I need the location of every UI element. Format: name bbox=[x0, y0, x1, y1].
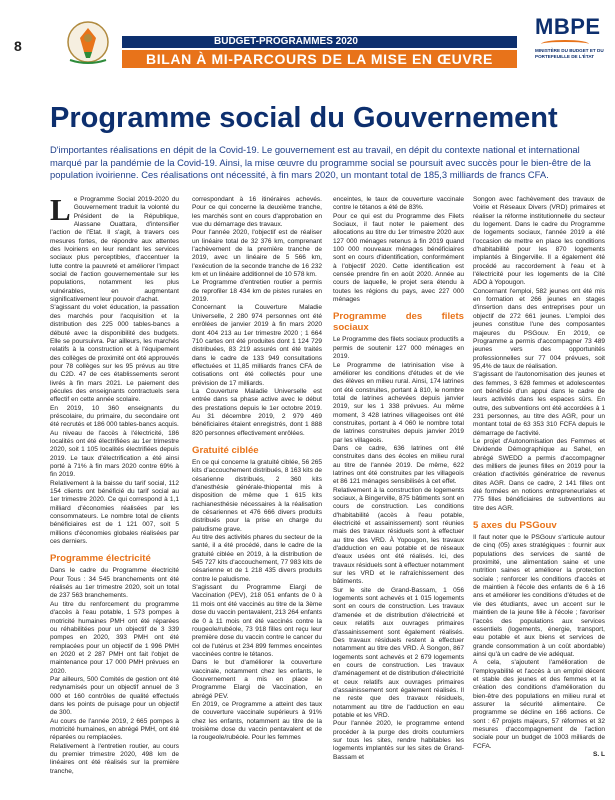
page-header bbox=[0, 10, 615, 70]
paragraph: Au titre des activités phares du secteur de la santé, il a été procédé, dans le cadre de la gratuité ciblée en 2019, à la distribution de 545 727 kits d'accouchement, 77 983 kits de césarienne et de 1 218 435 divers produits contre le paludisme. bbox=[192, 534, 322, 583]
paragraph: Au titre du renforcement du programme d'accès à l'eau potable, 1 573 pompes à motricité humaines PMH ont été réparées ou réhabilitées pour un objectif de 3 339 pompes en 2020, 393 PMH ont été remplacées pour un objectif de 1 996 PMH en 2020 et 2 287 PMH ont fait l'objet de maintenance pour 17 000 PMH prévues en 2020. bbox=[50, 600, 179, 675]
paragraph: S'agissant du volet éducation, la passation des marchés pour l'acquisition et la distribution des 225 000 tables-bancs a débuté avec la disponibilité des budgets. Elle se poursuivra. Par ailleurs, les marchés relatifs à la construction et à l'équipement des collèges de proximité ont été approuvés pour 78 collèges sur les 95 prévus au titre du C2D. 47 de ces établissements seront livrés à fin mars 2021. Le paiement des pécules des enseignants contractuels sera effectif en cette année scolaire. bbox=[50, 304, 179, 404]
section-heading: Gratuité ciblée bbox=[192, 444, 259, 456]
paragraph: Sur le site de Grand-Bassam, 1 056 logements sont achevés et 1 015 logements sont en cours de construction. Les travaux d'amenée et de distribution d'électricité et ceux relatifs aux ouvrages primaires d'assainissement sont également réalisés. Des travaux résiduels restent à effectuer notamment au titre des VRD. À Songon, 867 logements sont achevés et 2 679 logements en cours de construction. Les travaux d'aménagement et de distribution d'électricité et ceux relatifs aux ouvrages primaires d'assainissement sont également réalisés. Il ne reste que des travaux résiduels, notamment au titre de l'adduction en eau potable et les VRD. bbox=[333, 586, 464, 719]
paragraph: Relativement à l'entretien routier, au cours du premier trimestre 2020, 498 km de linéaires ont été réalisés sur la première tranche, bbox=[50, 742, 179, 775]
article-column-4 bbox=[473, 196, 605, 759]
brand-arc bbox=[541, 40, 589, 48]
page-number: 8 bbox=[14, 38, 22, 54]
header-band-top-text: BUDGET-PROGRAMMES 2020 bbox=[214, 36, 358, 47]
paragraph: Dans le cadre du Programme électricité Pour Tous : 34 545 branchements ont été réalisés au 1er trimestre 2020, soit un total de 237 563 branchements. bbox=[50, 567, 179, 600]
section-heading: Programme des filets sociaux bbox=[333, 311, 464, 334]
paragraph: Pour l'année 2020, le programme entend procéder à la purge des droits coutumiers sur tous les sites, rendre habitables les logements implantés sur les sites de Grand-Bassam et bbox=[333, 720, 464, 761]
section-heading: Programme électricité bbox=[50, 553, 151, 565]
paragraph: Pour ce qui est du Programme des Filets Sociaux, il faut noter le paiement des allocations au titre du 1er trimestre 2020 aux 127 000 ménages retenus à fin 2019 quand 100 000 nouveaux ménages bénéficiaires sont en cours d'identification, conformément à l'objectif 2020. Cette identification est censée prendre fin en août 2020. Année au cours de laquelle, le projet sera étendu à toutes les régions du pays, avec 227 000 ménages bbox=[333, 212, 464, 304]
brand-name: MBPE bbox=[535, 14, 601, 39]
paragraph: La Couverture Maladie Universelle est entrée dans sa phase active avec le début des prestations depuis le 1er octobre 2019. Au 31 décembre 2019, 2 979 469 bénéficiaires étaient enregistrés, dont 1 888 820 personnes effectivement enrôlées. bbox=[192, 387, 322, 437]
paragraph: Relativement à la construction de logements sociaux, à Bingerville, 875 bâtiments sont en cours de construction. Les conditions d'habitabilité (accès à l'eau potable, électricité et assainissement) sont réunies mais des travaux résiduels sont à effectuer au titre des VRD. À Yopougon, les travaux d'adduction en eau potable et de réseaux d'eaux usées ont été réalisés. Ici, des travaux résiduels sont à effectuer notamment sur les VRD et le rafraîchissement des bâtiments. bbox=[333, 486, 464, 586]
article-lead: D'importantes réalisations en dépit de la Covid-19. Le gouvernement est au travail, en dépit du contexte national et international marqué par la pandémie de la Covid-19. Ainsi, la mise œuvre du programme social se poursuit avec succès pour le bien-être de la population ivoirienne. Ces réalisations ont nécessité, à fin mars 2020, un montant total de 185,3 milliards de francs CFA. bbox=[50, 144, 591, 181]
paragraph: Le Programme des filets sociaux productifs a permis de soutenir 127 000 ménages en 2019. bbox=[333, 336, 464, 361]
drop-cap: L bbox=[50, 192, 71, 227]
paragraph: Concernant l'emploi, 582 jeunes ont été mis en formation et 266 jeunes en stages d'insertion dans des entreprises pour un objectif de 272 661 jeunes. L'emploi des jeunes constitue l'une des composantes majeures du PSGouv. En 2019, ce Programme a permis d'accompagner 73 489 jeunes vers des opportunités professionnelles sur 77 004 prévues, soit 95,4% de taux de réalisation. bbox=[473, 287, 605, 370]
header-band-bottom bbox=[122, 50, 517, 68]
paragraph: S'agissant du Programme Elargi de Vaccination (PEV), 218 051 enfants de 0 à 11 mois ont été vaccinés au titre de la 3ème dose du vaccin pentavalent, 213 264 enfants de 0 à 11 mois ont été vaccinés contre la rougeole/rubéole, 73 918 filles ont reçu leur première dose du vaccin contre le cancer du col de l'utérus et 234 899 femmes enceintes vaccinées contre le tétanos. bbox=[192, 584, 322, 658]
paragraph: Concernant la Couverture Maladie Universelle, 2 280 974 personnes ont été enrôlées de janvier 2019 à fin mars 2020 dont 404 213 au 1er trimestre 2020 ; 1 664 710 cartes ont été produites dont 1 124 729 distribuées, 83 219 assurés ont été traités dans le cadre de 133 949 consultations effectuées et 11,85 milliards francs CFA de cotisations ont été collectés pour une prévision de 17 milliards. bbox=[192, 304, 322, 387]
paragraph: A cela, s'ajoutent l'amélioration de l'employabilité et l'accès à un emploi décent et stable des jeunes et des femmes et la création des conditions d'amélioration du bien-être des populations en milieu rural et assurer la sécurité alimentaire. Ce programme se décline en 166 actions. Ce sont : 67 projets majeurs, 57 réformes et 32 mesures d'accompagnement de l'action sociale pour un budget de 1003 milliards de FCFA. bbox=[473, 659, 605, 750]
paragraph: Le projet d'Autonomisation des Femmes et Dividende Démographique au Sahel, en abrégé SWEDD a permis d'accompagner des milliers de jeunes filles en 2019 pour la création d'activités génératrice de revenus dites AGR. Dans ce cadre, 2 141 filles ont été formées en notions entrepreneuriales et 775 filles bénéficiaires de subventions au titre des AGR. bbox=[473, 437, 605, 512]
header-band-top bbox=[122, 36, 517, 48]
paragraph bbox=[50, 192, 179, 304]
paragraph: Le Programme de latrinisation vise à améliorer les conditions d'études et de vie des élèves en milieu rural. Ainsi, 174 latrines ont été construites, portant à 810, le nombre total de latrines achevées depuis janvier 2019, sur les 1 338 prévues. Au même moment, 3 428 latrines villageoises ont été construites, portant à 4 060 le nombre total de latrines construites depuis janvier 2019 par les villageois. bbox=[333, 361, 464, 444]
paragraph: En 2019, ce Programme a atteint des taux de couverture vaccinale supérieurs à 91% chez les enfants, notamment au titre de la troisième dose du vaccin pentavalent et de la rougeole/rubéole. Pour les femmes bbox=[192, 700, 322, 742]
paragraph: Dans le but d'améliorer la couverture vaccinale, notamment chez les enfants, le Gouvernement a mis en place le Programme Elargi de Vaccination, en abrégé PEV. bbox=[192, 659, 322, 700]
ministry-brand bbox=[535, 16, 605, 60]
paragraph: Au cours de l'année 2019, 2 665 pompes à motricité humaines, en abrégé PMH, ont été réparées ou remplacées. bbox=[50, 717, 179, 742]
paragraph: Relativement à la baisse du tarif social, 112 154 clients ont bénéficié du tarif social au 1er trimestre 2020. Ce qui correspond à 1,1 milliard d'économies réalisées par les consommateurs. Le nombre total de clients bénéficiaires est de 1 121 007, soit 5 millions d'économies globales réalisées par ces derniers. bbox=[50, 479, 179, 546]
paragraph: correspondant à 16 itinéraires achevés. Pour ce qui concerne la deuxième tranche, les marchés sont en cours d'approbation en vue du démarrage des travaux. bbox=[192, 196, 322, 229]
article-column-3 bbox=[333, 196, 464, 762]
paragraph: Le Programme d'entretien routier a permis de reprofiler 18 434 km de pistes rurales en 2019. bbox=[192, 279, 322, 304]
paragraph: Songon avec l'achèvement des travaux de Voirie et Réseaux Divers (VRD) primaires et réaliser la réforme institutionnelle du secteur du logement. Dans le cadre du Programme de logements sociaux, l'année 2019 a été l'occasion de mettre en place les conditions d'habitabilité pour les 870 logements implantés à Bingerville. Il a également été procédé au raccordement à l'eau et à l'électricité pour les logements de la Cité ADO à Yopougon. bbox=[473, 196, 605, 287]
paragraph: En ce qui concerne la gratuité ciblée, 56 265 kits d'accouchement distribués, 8 163 kits de césarienne distribués, 2 360 kits d'anesthésie générale-thiopental mis à disposition de même que 1 615 kits rachianesthésie nécessaires à la réalisation de césariennes et 476 666 divers produits distribués pour la prise en charge du paludisme grave. bbox=[192, 458, 322, 533]
paragraph: En 2019, 10 360 enseignants du préscolaire, du primaire, du secondaire ont été recrutés et 186 000 tables-bancs acquis. bbox=[50, 404, 179, 429]
paragraph: enceintes, le taux de couverture vaccinale contre le tétanos a été de 83%. bbox=[333, 196, 464, 212]
paragraph: Il faut noter que le PSGouv s'articule autour de cinq (05) axes stratégiques : fournir aux populations des services de santé de proximité, une alimentation saine et une nutrition saines et améliorer la protection sociale ; renforcer les conditions d'accès et de maintien à l'école des enfants de 6 à 16 ans et améliorer les conditions d'études et de vie des étudiants, avec un accent sur le maintien de la jeune fille à l'école ; favoriser l'accès des populations aux services essentiels (logements, énergie, transport, eau potable et aux biens et services de grande consommation à un coût abordable) ainsi qu'à un cadre de vie adéquat. bbox=[473, 534, 605, 658]
paragraph-text: e Programme Social 2019-2020 du Gouvernement traduit la volonté du Président de la République, Alassane Ouattara, d'intensifier l'action de l'Etat. Il s'agit, à travers ces mesures fortes, de répondre aux attentes des Ivoiriens en leur rendant les services sociaux plus perceptibles, d'accentuer la lutte contre la pauvreté et améliorer l'impact social de l'action gouvernementale sur les populations, notamment les plus vulnérables, en augmentant significativement leur pouvoir d'achat. bbox=[50, 196, 179, 304]
section-heading: 5 axes du PSGouv bbox=[473, 520, 557, 532]
paragraph: Au niveau de l'accès à l'électricité, 186 localités ont été électrifiées au 1er trimestre 2020, soit 1 105 localités électrifiées depuis 2019. Le taux d'électrification a été ainsi porté à 71% à fin mars 2020 contre 69% à fin 2019. bbox=[50, 429, 179, 479]
paragraph: Pour l'année 2020, l'objectif est de réaliser un linéaire total de 32 376 km, comprenant l'achèvement de la première tranche de 2019, avec un linéaire de 5 566 km, l'exécution de la seconde tranche de 16 232 km et un linéaire additionnel de 10 578 km. bbox=[192, 229, 322, 279]
author-signature: S. L bbox=[592, 751, 605, 758]
article-column-1 bbox=[50, 192, 179, 776]
coat-of-arms-logo bbox=[62, 16, 114, 68]
paragraph: Dans ce cadre, 636 latrines ont été construites dans des écoles en milieu rural au titre de l'année 2019. De même, 622 latrines ont été construites par les villageois et 86 121 ménages sensibilisés à cet effet. bbox=[333, 444, 464, 486]
paragraph: S'agissant de l'autonomisation des jeunes et des femmes, 3 628 femmes et adolescentes ont bénéficié d'un appui dans le cadre de leurs activités dans les espaces sûrs. En outre, des subventions ont été accordées à 1 231 personnes, au titre des AGR, pour un montant total de 63 353 310 FCFA depuis le démarrage de l'activité. bbox=[473, 371, 605, 437]
article-title: Programme social du Gouvernement bbox=[50, 102, 558, 134]
header-band-bottom-text: BILAN À MI-PARCOURS DE LA MISE EN ŒUVRE bbox=[146, 51, 493, 67]
paragraph: Par ailleurs, 500 Comités de gestion ont été redynamisés pour un objectif annuel de 3 000 et 160 contrôles de qualité effectués dans les points de puisage pour un objectif de 300. bbox=[50, 675, 179, 717]
brand-subtitle: MINISTÈRE DU BUDGET ET DU PORTEFEUILLE DE L'ÉTAT bbox=[535, 48, 604, 59]
article-column-2 bbox=[192, 196, 322, 743]
